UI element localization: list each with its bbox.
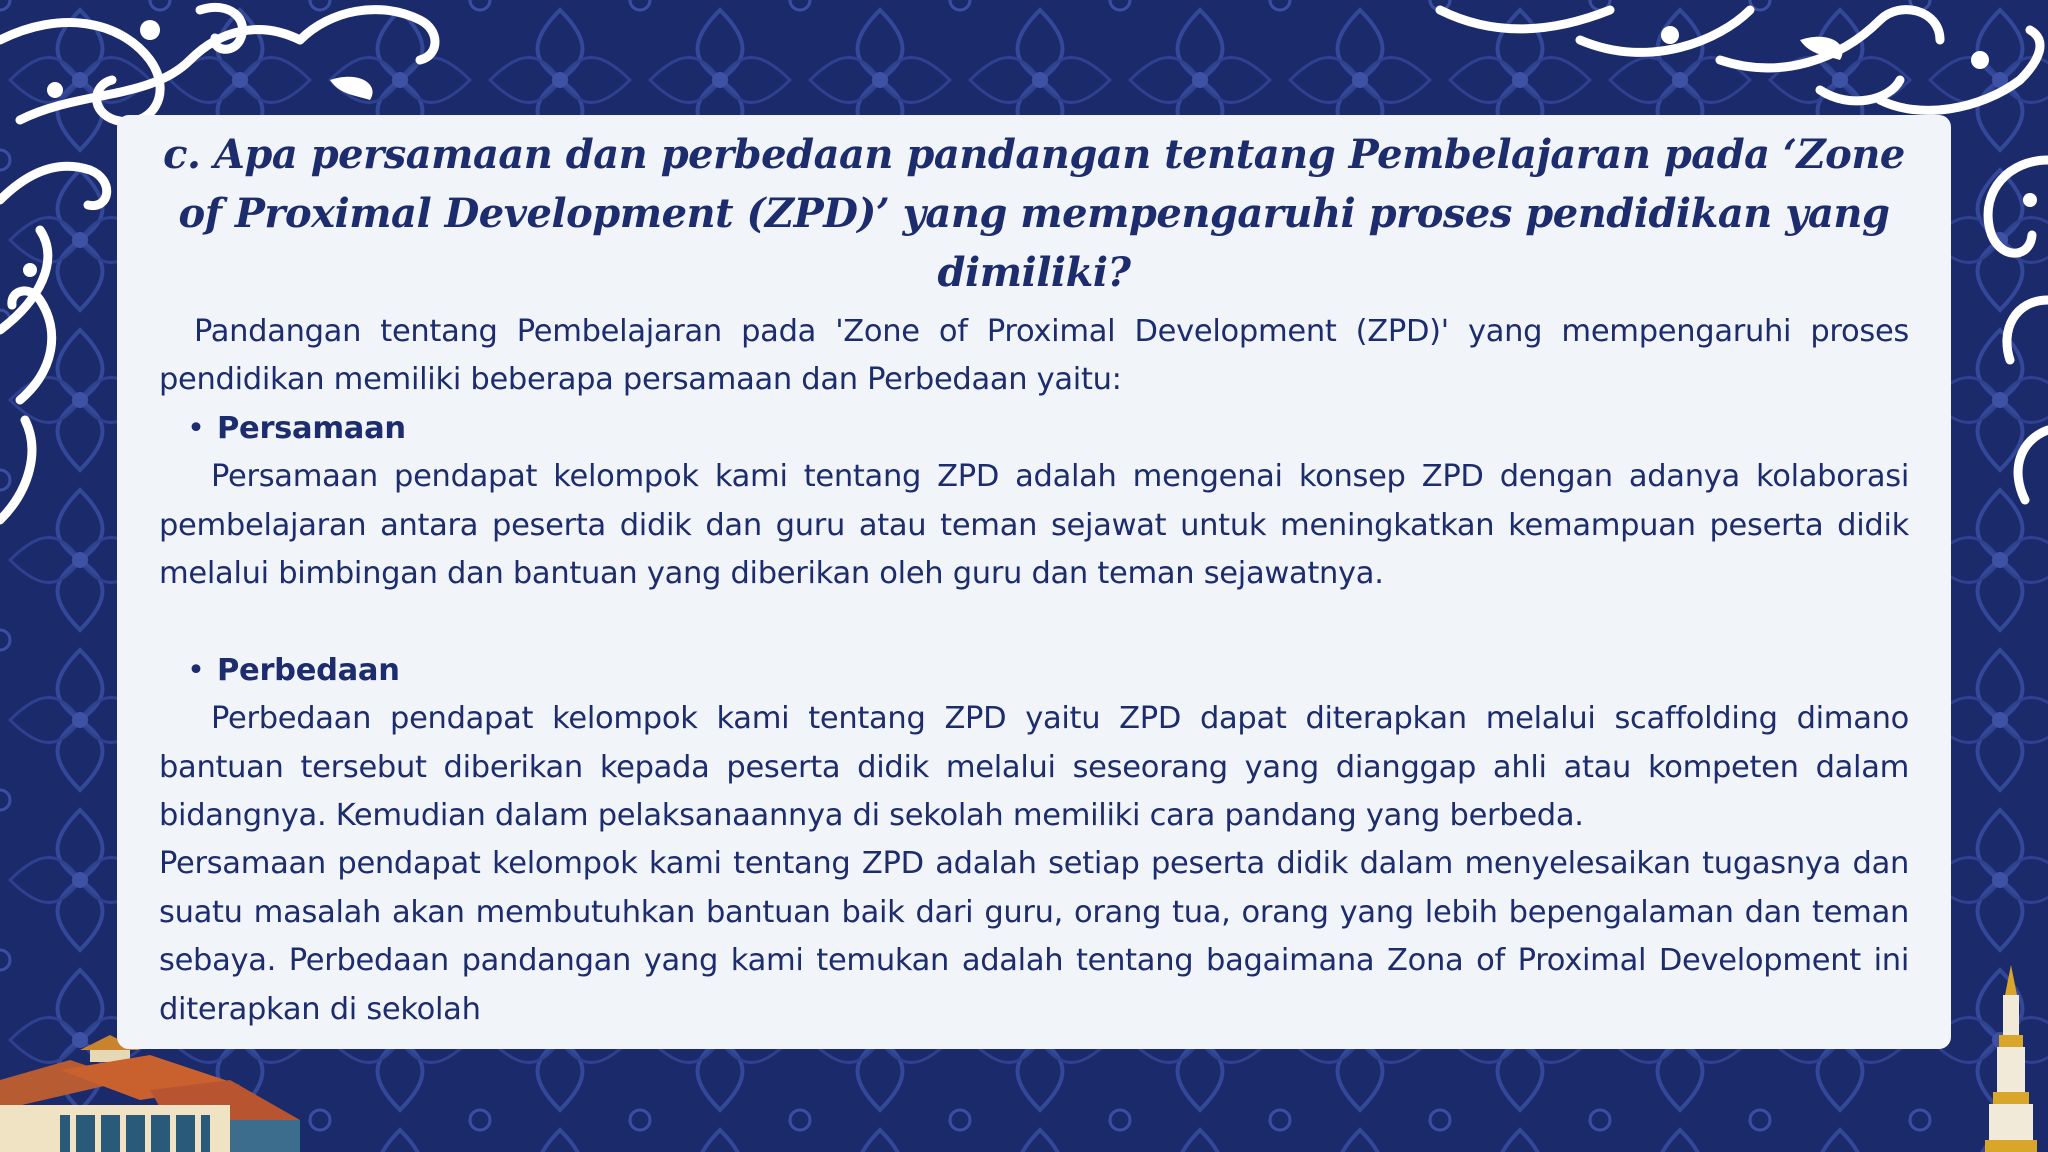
content-card: [117, 115, 1951, 1049]
bullet-marker: •: [187, 410, 205, 446]
perbedaan-paragraph: Perbedaan pendapat kelompok kami tentang ZPD yaitu ZPD dapat diterapkan melalui scaffolding dimano bantuan tersebut diberikan kepada peserta didik melalui seseorang yang dianggap ahli atau kompeten dalam bidangnya. Kemudian dalam pelaksanaannya di sekolah memiliki cara pandang yang berbeda.: [159, 701, 1909, 834]
slide-body: [159, 308, 1909, 1034]
closing-paragraph: Persamaan pendapat kelompok kami tentang ZPD adalah setiap peserta didik dalam menyelesaikan tugasnya dan suatu masalah akan membutuhkan bantuan baik dari guru, orang tua, orang yang lebih bepengalaman dan teman sebaya. Perbedaan pandangan yang kami temukan adalah tentang bagaimana Zona of Proximal Development ini diterapkan di sekolah: [159, 846, 1909, 1027]
section-heading-label: Perbedaan: [217, 652, 400, 688]
slide-title: c. Apa persamaan dan perbedaan pandangan tentang Pembelajaran pada ‘Zone of Proximal Development (ZPD)’ yang mempengaruhi proses pendidikan yang dimiliki?: [163, 131, 1905, 296]
tugu-monument-illustration: [1975, 965, 2048, 1152]
intro-paragraph: Pandangan tentang Pembelajaran pada 'Zone of Proximal Development (ZPD)' yang mempengaruhi proses pendidikan memiliki beberapa persamaan dan Perbedaan yaitu:: [159, 314, 1909, 398]
bullet-marker: •: [187, 652, 205, 688]
section-heading-perbedaan: [159, 647, 1909, 695]
persamaan-paragraph: Persamaan pendapat kelompok kami tentang ZPD adalah mengenai konsep ZPD dengan adanya kolaborasi pembelajaran antara peserta didik dan guru atau teman sejawat untuk meningkatkan kemampuan peserta didik melalui bimbingan dan bantuan yang diberikan oleh guru dan teman sejawatnya.: [159, 459, 1909, 592]
spacer: [159, 598, 1909, 646]
section-heading-label: Persamaan: [217, 410, 406, 446]
section-heading-persamaan: [159, 405, 1909, 453]
